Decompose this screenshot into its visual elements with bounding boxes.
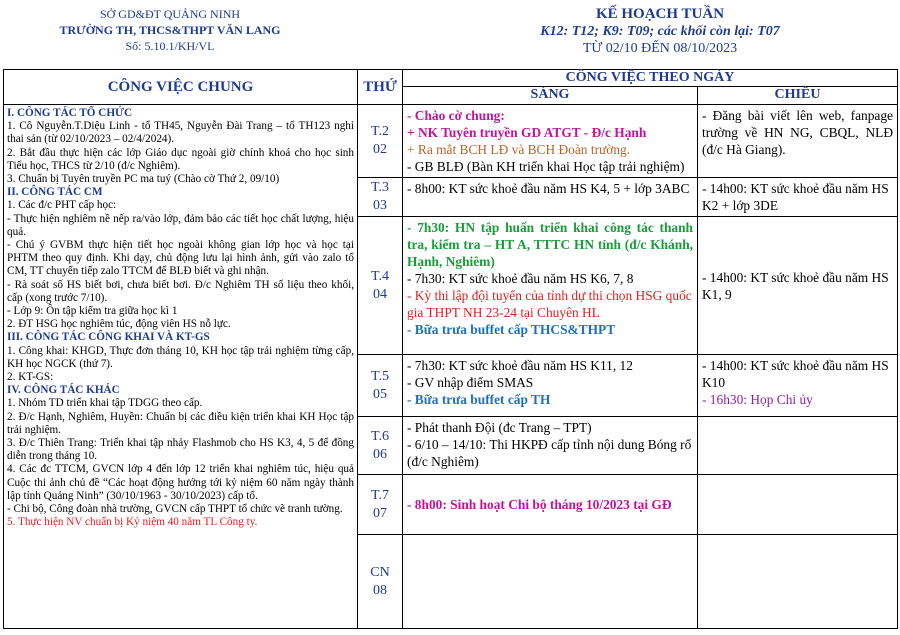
plan-subtitle: K12: T12; K9: T09; các khối còn lại: T07	[540, 24, 780, 39]
task: - 7h30: KT sức khoẻ đầu năm HS K6, 7, 8	[407, 271, 634, 286]
general-item: 4. Các đc TTCM, GVCN lớp 4 đến lớp 12 triển khai nghiêm túc, hiệu quả Cuộc thi ảnh chủ đề “Các hoạt động hướng tới kỷ niệm 60 năm ngày thành lập tỉnh Quảng Ninh” (30/10/1963 - 30/10/2023) cấp tổ.	[7, 463, 354, 502]
day-label: CN	[370, 564, 390, 580]
morning-cell	[403, 105, 698, 178]
task: - 8h00: KT sức khoẻ đầu năm HS K4, 5 + lớp 3ABC	[407, 181, 690, 196]
general-item: - Lớp 9: Ôn tập kiểm tra giữa học kì 1	[7, 305, 178, 318]
day-date: 02	[373, 142, 387, 157]
day-label: T.2	[370, 124, 389, 139]
department-name: SỞ GD&ĐT QUẢNG NINH	[99, 7, 241, 21]
day-date: 04	[373, 286, 387, 302]
task: + NK Tuyên truyền GD ATGT - Đ/c Hạnh	[407, 125, 647, 140]
day-header: THỨ	[358, 70, 403, 105]
general-work-cell	[4, 105, 358, 629]
general-item: 1. Nhóm TD triển khai tập TDGG theo cấp.	[7, 397, 203, 410]
general-item: 1. Cô Nguyễn.T.Diệu Linh - tổ TH45, Nguyễn Đài Trang – tổ TH123 nghỉ thai sản (từ 02/10/2023 – 02/4/2024).	[7, 120, 354, 146]
day-cell	[358, 417, 403, 475]
general-item: - Thực hiện nghiêm nề nếp ra/vào lớp, đảm bảo các tiết học chất lượng, hiệu quả.	[7, 212, 354, 238]
morning-cell	[403, 355, 698, 417]
task: - 14h00: KT sức khoẻ đầu năm HS K10	[702, 358, 889, 390]
general-work-header: CÔNG VIỆC CHUNG	[4, 70, 358, 105]
morning-cell	[403, 417, 698, 475]
general-item: 1. Các đ/c PHT cấp học:	[7, 199, 117, 212]
task: - 7h30: HN tập huấn triển khai công tác thanh tra, kiểm tra – HT A, TTTC HN tỉnh (đ/c Khánh, Hạnh, Nghiêm)	[407, 220, 693, 269]
general-item: 3. Chuẩn bị Tuyên truyền PC ma tuý (Chào cờ Thứ 2, 09/10)	[7, 173, 280, 186]
day-date: 08	[373, 582, 387, 598]
task: - Phát thanh Đội (đc Trang – TPT)	[407, 420, 592, 435]
task: - Kỳ thi lập đội tuyển của tỉnh dự thi chọn HSG quốc gia THPT NH 23-24 tại Chuyên HL	[407, 288, 692, 320]
task: - 8h00: Sinh hoạt Chi bộ tháng 10/2023 tại GĐ	[407, 497, 672, 512]
task: - GB BLĐ (Bàn KH triển khai Học tập trải nghiệm)	[407, 159, 685, 174]
plan-date-range: TỪ 02/10 ĐẾN 08/10/2023	[582, 41, 738, 56]
weekly-plan-table	[3, 69, 898, 629]
day-label: T.3	[370, 180, 389, 195]
general-item: 2. Đ/c Hạnh, Nghiêm, Huyền: Chuẩn bị các điều kiện triển khai KH Học tập trải nghiệm.	[7, 410, 354, 436]
afternoon-cell	[698, 417, 898, 475]
morning-cell	[403, 535, 698, 629]
general-item: 2. KT-GS:	[7, 371, 54, 384]
afternoon-cell	[698, 355, 898, 417]
task: - 14h00: KT sức khoẻ đầu năm HS K1, 9	[702, 269, 889, 302]
general-item: 2. Bắt đầu thực hiện các lớp Giáo dục ngoài giờ chính khoá cho học sinh Tiểu học, THCS từ 2/10 (đ/c Nghiêm).	[7, 146, 354, 172]
school-header	[0, 6, 340, 54]
afternoon-cell	[698, 105, 898, 178]
afternoon-cell	[698, 475, 898, 535]
document-number: Số: 5.10.1/KH/VL	[125, 39, 215, 53]
day-cell	[358, 535, 403, 629]
general-item: 2. ĐT HSG học nghiêm túc, động viên HS nỗ lực.	[7, 318, 231, 331]
afternoon-cell	[698, 535, 898, 629]
afternoon-cell	[698, 217, 898, 355]
task: - Bữa trưa buffet cấp TH	[407, 392, 551, 407]
morning-header: SÁNG	[403, 87, 698, 105]
day-label: T.6	[370, 428, 389, 444]
day-label: T.4	[370, 268, 389, 284]
school-name: TRƯỜNG TH, THCS&THPT VĂN LANG	[59, 23, 281, 37]
day-label: T.5	[370, 368, 389, 384]
task: - 6/10 – 14/10: Thi HKPĐ cấp tỉnh nội dung Bóng rổ (đ/c Nghiêm)	[407, 437, 692, 469]
task: - Đăng bài viết lên web, fanpage trường về HN NG, CBQL, NLĐ (đ/c Hà Giang).	[702, 108, 893, 157]
general-item: - Chú ý GVBM thực hiện tiết học ngoài không gian lớp học và học tại PHTM theo quy định. Khi dạy, chủ động lưu lại hình ảnh, gửi vào zalo tổ CM, TT chuyển tiếp zalo TTCM để BLĐ biết và ghi nhận.	[7, 239, 354, 278]
day-cell	[358, 355, 403, 417]
task: + Ra mắt BCH LĐ và BCH Đoàn trường.	[407, 142, 631, 157]
morning-cell	[403, 178, 698, 217]
section-organization-title: I. CÔNG TÁC TỔ CHỨC	[7, 107, 133, 119]
general-item: - Rà soát số HS biết bơi, chưa biết bơi. Đ/c Nghiêm TH số liệu theo khối, cấp (xong trước 7/10).	[7, 278, 354, 304]
day-cell	[358, 217, 403, 355]
general-item: 1. Công khai: KHGD, Thực đơn tháng 10, KH học tập trải nghiệm từng cấp, KH học NGCK (thứ 7).	[7, 344, 354, 370]
section-disclosure-title: III. CÔNG TÁC CÔNG KHAI VÀ KT-GS	[7, 331, 210, 344]
general-item: - Chi bộ, Công đoàn nhà trường, GVCN cấp THPT tổ chức vẽ tranh tường.	[7, 503, 343, 516]
section-other-title: IV. CÔNG TÁC KHÁC	[7, 384, 120, 397]
plan-header	[420, 6, 900, 57]
morning-cell	[403, 475, 698, 535]
section-professional-title: II. CÔNG TÁC CM	[7, 186, 103, 199]
task: - 14h00: KT sức khoẻ đầu năm HS K2 + lớp 3DE	[702, 181, 889, 213]
task: - GV nhập điểm SMAS	[407, 375, 534, 390]
day-date: 07	[373, 505, 387, 521]
general-item: 5. Thực hiện NV chuẩn bị Kỷ niệm 40 năm TL Công ty.	[7, 516, 258, 529]
task: - Chào cờ chung:	[407, 108, 505, 123]
day-cell	[358, 105, 403, 178]
day-cell	[358, 178, 403, 217]
day-date: 03	[373, 198, 387, 213]
task: - Bữa trưa buffet cấp THCS&THPT	[407, 322, 616, 337]
day-label: T.7	[370, 487, 389, 503]
general-item: 3. Đ/c Thiên Trang: Triển khai tập nhảy Flashmob cho HS K3, 4, 5 để đồng diễn trong tháng 10.	[7, 437, 354, 463]
plan-title: KẾ HOẠCH TUẦN	[595, 6, 725, 22]
day-cell	[358, 475, 403, 535]
daily-work-header: CÔNG VIỆC THEO NGÀY	[403, 70, 898, 87]
morning-cell	[403, 217, 698, 355]
task: - 7h30: KT sức khoẻ đầu năm HS K11, 12	[407, 358, 633, 373]
afternoon-cell	[698, 178, 898, 217]
afternoon-header: CHIỀU	[698, 87, 898, 105]
day-date: 05	[373, 386, 387, 402]
task: - 16h30: Họp Chi ủy	[702, 392, 813, 407]
day-date: 06	[373, 446, 387, 462]
